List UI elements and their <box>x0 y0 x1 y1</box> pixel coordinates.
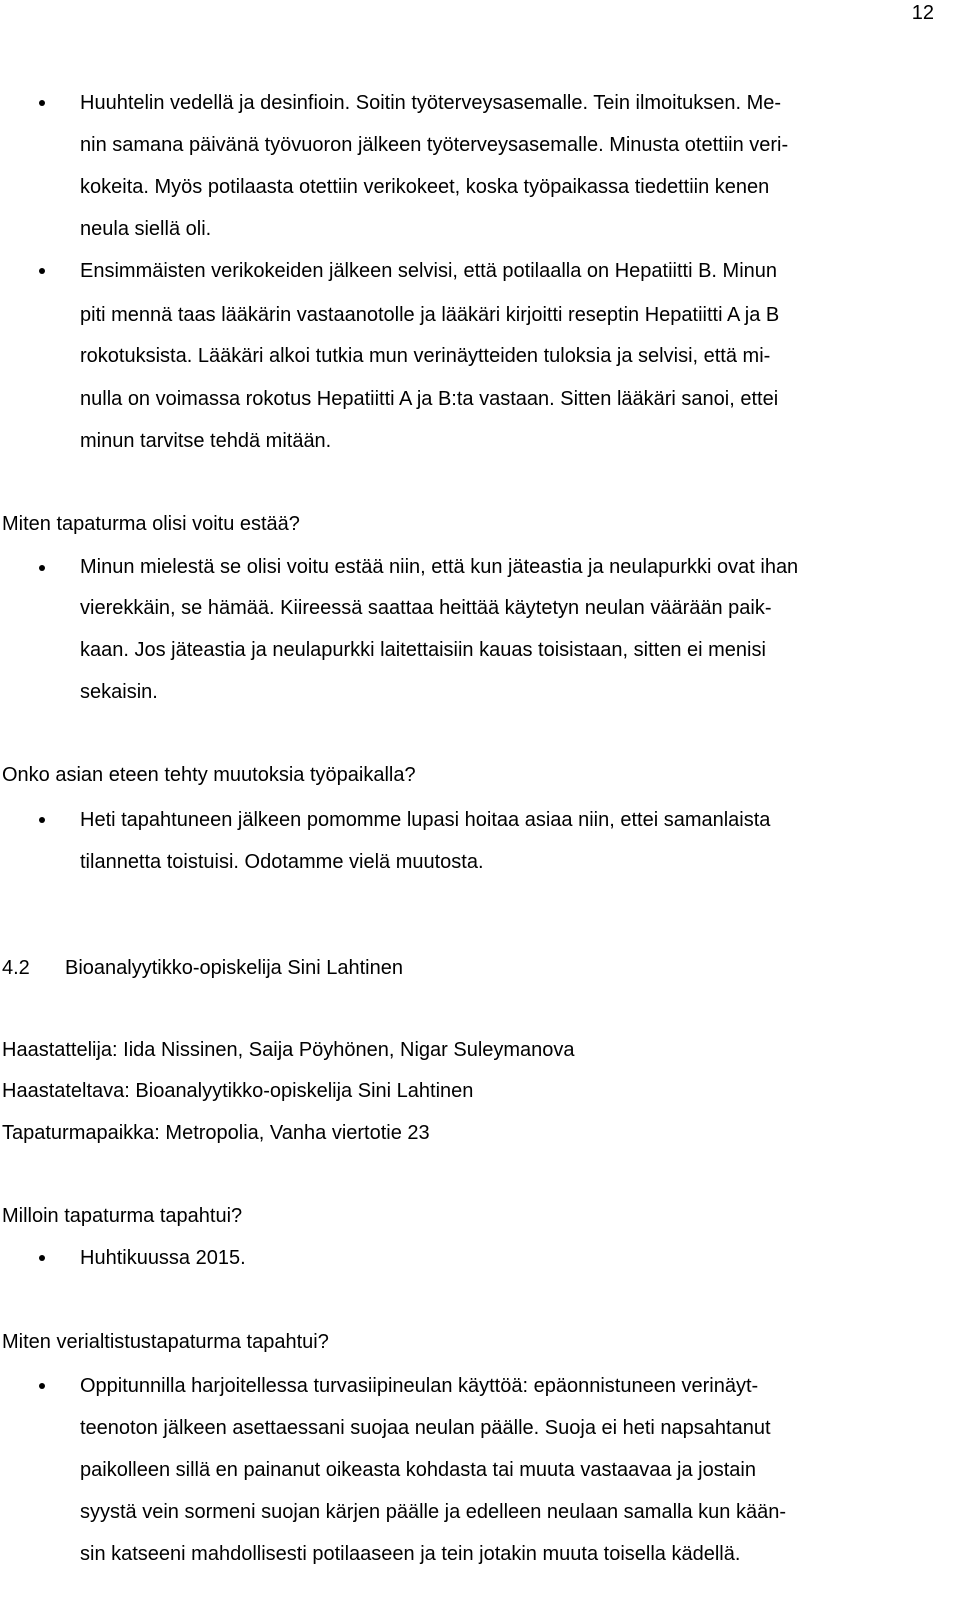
question-heading: Milloin tapaturma tapahtui? <box>2 1205 243 1227</box>
paragraph-line: nulla on voimassa rokotus Hepatiitti A ja B:ta vastaan. Sitten lääkäri sanoi, ettei <box>80 388 779 410</box>
paragraph-line: minun tarvitse tehdä mitään. <box>80 430 332 452</box>
paragraph-line: Huhtikuussa 2015. <box>80 1247 246 1269</box>
page-number: 12 <box>911 2 934 24</box>
interviewee-line: Haastateltava: Bioanalyytikko-opiskelija Sini Lahtinen <box>2 1080 474 1102</box>
paragraph-line: rokotuksista. Lääkäri alkoi tutkia mun verinäytteiden tuloksia ja selvisi, että mi- <box>80 345 771 367</box>
question-heading: Onko asian eteen tehty muutoksia työpaikalla? <box>2 764 416 786</box>
paragraph-line: tilannetta toistuisi. Odotamme vielä muutosta. <box>80 851 484 873</box>
paragraph-line: kokeita. Myös potilaasta otettiin verikokeet, koska työpaikassa tiedettiin kenen <box>80 176 770 198</box>
paragraph-line: nin samana päivänä työvuoron jälkeen työterveysasemalle. Minusta otettiin veri- <box>80 134 789 156</box>
question-heading: Miten verialtistustapaturma tapahtui? <box>2 1331 329 1353</box>
section-title: Bioanalyytikko-opiskelija Sini Lahtinen <box>65 957 403 979</box>
paragraph-line: kaan. Jos jäteastia ja neulapurkki laitettaisiin kauas toisistaan, sitten ei menisi <box>80 639 766 661</box>
paragraph-line: Oppitunnilla harjoitellessa turvasiipineulan käyttöä: epäonnistuneen verinäyt- <box>80 1375 759 1397</box>
paragraph-line: teenoton jälkeen asettaessani suojaa neulan päälle. Suoja ei heti napsahtanut <box>80 1417 771 1439</box>
paragraph-line: sekaisin. <box>80 681 158 703</box>
bullet-icon <box>39 1255 45 1261</box>
paragraph-line: Heti tapahtuneen jälkeen pomomme lupasi hoitaa asiaa niin, ettei samanlaista <box>80 809 771 831</box>
question-heading: Miten tapaturma olisi voitu estää? <box>2 513 300 535</box>
paragraph-line: Minun mielestä se olisi voitu estää niin, että kun jäteastia ja neulapurkki ovat ihan <box>80 556 799 578</box>
section-number: 4.2 <box>2 957 30 979</box>
bullet-icon <box>39 1383 45 1389</box>
paragraph-line: neula siellä oli. <box>80 218 212 240</box>
interviewers-line: Haastattelija: Iida Nissinen, Saija Pöyhönen, Nigar Suleymanova <box>2 1039 575 1061</box>
paragraph-line: Ensimmäisten verikokeiden jälkeen selvisi, että potilaalla on Hepatiitti B. Minun <box>80 260 778 282</box>
bullet-icon <box>39 817 45 823</box>
location-line: Tapaturmapaikka: Metropolia, Vanha viertotie 23 <box>2 1122 430 1144</box>
paragraph-line: vierekkäin, se hämää. Kiireessä saattaa heittää käytetyn neulan väärään paik- <box>80 597 772 619</box>
paragraph-line: Huuhtelin vedellä ja desinfioin. Soitin työterveysasemalle. Tein ilmoituksen. Me- <box>80 92 782 114</box>
bullet-icon <box>39 268 45 274</box>
paragraph-line: syystä vein sormeni suojan kärjen päälle ja edelleen neulaan samalla kun kään- <box>80 1501 786 1523</box>
paragraph-line: paikolleen sillä en painanut oikeasta kohdasta tai muuta vastaavaa ja jostain <box>80 1459 756 1481</box>
paragraph-line: piti mennä taas lääkärin vastaanotolle ja lääkäri kirjoitti reseptin Hepatiitti A ja B <box>80 304 780 326</box>
bullet-icon <box>39 565 45 571</box>
bullet-icon <box>39 100 45 106</box>
paragraph-line: sin katseeni mahdollisesti potilaaseen ja tein jotakin muuta toisella kädellä. <box>80 1543 741 1565</box>
